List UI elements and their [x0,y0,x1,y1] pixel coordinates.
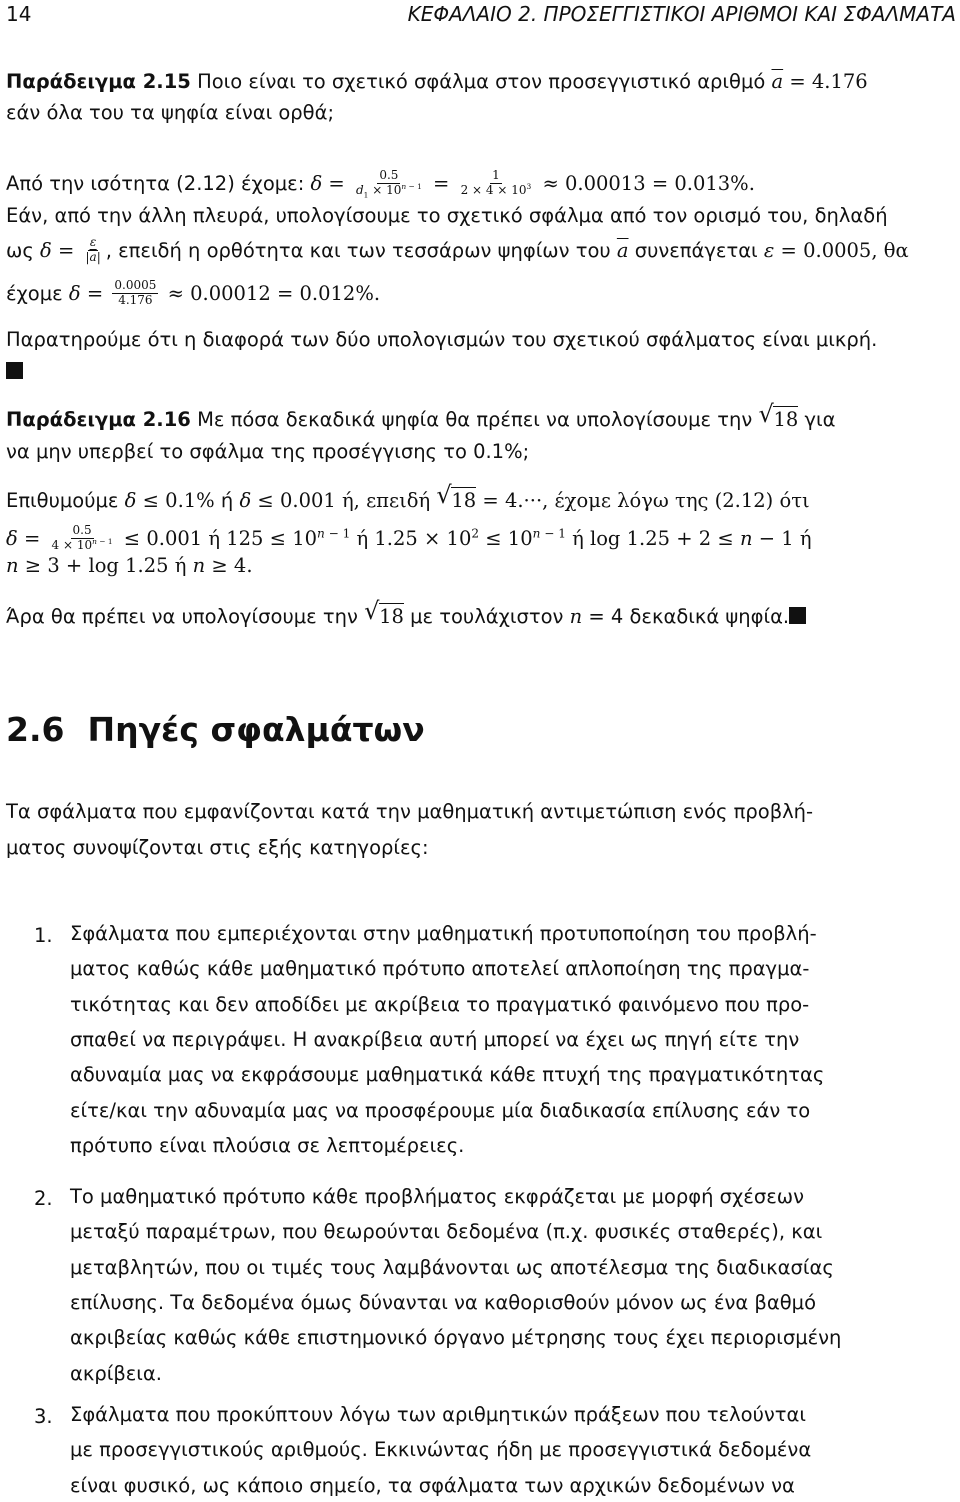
sqrt-18: √ 18 [436,481,477,512]
list-item-line: μεταβλητών, που οι τιμές τους λαμβάνονται ως αποτέλεσμα της διαδικασίας [70,1255,834,1279]
example-label: Παράδειγμα 2.16 [6,408,191,431]
solution-line-3: n ≥ 3 + log 1.25 ή n ≥ 4. [6,554,253,577]
list-item-number: 3. [34,1405,53,1428]
list-item-line: με προσεγγιστικούς αριθμούς. Εκκινώντας ήδη με προσεγγιστικά δεδομένα [70,1438,812,1462]
section-heading [6,710,425,749]
equation-line-result: έχομε δ = $\frac{0.0005}{4.176}$ ≈ 0.00012 = 0.012%. [6,278,381,307]
equation-line-isotita: Από την ισότητα (2.12) έχομε: δ = $\frac{0.5}{d_1 \times 10^{n - 1}}$ = $\frac{1}{2 \times 4 \times 10^3}$ ≈ 0.00013 = 0.013%. [6,168,755,200]
list-item-line: Το μαθηματικό πρότυπο κάθε προβλήματος εκφράζεται με μορφή σχέσεων [70,1185,804,1208]
fraction: $\frac{0.5}{d_1 \times 10^{n - 1}}$ [355,168,422,200]
remark-line: Παρατηρούμε ότι η διαφορά των δύο υπολογισμών του σχετικού σφάλματος είναι μικρή. [6,328,878,351]
list-item-line: ακριβείας καθώς κάθε επιστημονικό όργανο μέτρησης τους έχει περιορισμένη [70,1326,842,1350]
list-item-line: ματος καθώς κάθε μαθηματικό πρότυπο αποτελεί απλοποίηση της πραγμα- [70,957,810,981]
example-label: Παράδειγμα 2.15 [6,70,191,93]
list-item-line: αδυναμία μας να εκφράσουμε μαθηματικά κάθε πτυχή της πραγματικότητας [70,1063,825,1087]
page-number: 14 [6,2,32,26]
section-intro-line2: ματος συνοψίζονται στις εξής κατηγορίες: [6,836,429,859]
list-item-line: Σφάλματα που προκύπτουν λόγω των αριθμητικών πράξεων που τελούνται [70,1403,806,1426]
list-item-line: σπαθεί να περιγράψει. Η ανακρίβεια αυτή μπορεί να έχει ως πηγή είτε την [70,1027,800,1051]
list-item-line: Σφάλματα που εμπεριέχονται στην μαθηματική προτυποποίηση του προβλή- [70,922,817,945]
conclusion-line: Άρα θα πρέπει να υπολογίσουμε την √ 18 με τουλάχιστον n = 4 δεκαδικά ψηφία. [6,607,806,631]
qed-square-icon [6,362,23,379]
list-item-number: 1. [34,924,53,947]
solution-line-2: δ = $\frac{0.5}{4 \times 10^{n - 1}}$ ≤ 0.001 ή $125 \le 10^{n - 1}$ ή $1.25 \times 10^2 \le 10^{n - 1}$ ή log 1.25 + 2 ≤ n − 1 ή [6,523,812,552]
fraction: $\frac{0.5}{4 \times 10^{n - 1}}$ [51,523,113,552]
example-2-15-question-line2: εάν όλα του τα ψηφία είναι ορθά; [6,101,335,124]
list-item-number: 2. [34,1187,53,1210]
list-item-line: είναι φυσικό, ως κάποιο σημείο, τα σφάλματα των αρχικών δεδομένων να [70,1473,795,1497]
fraction: $\frac{0.0005}{4.176}$ [114,278,157,307]
section-title: Πηγές σφαλμάτων [87,710,425,749]
list-item-line: επίλυσης. Τα δεδομένα όμως δύνανται να καθορισθούν μόνον ως ένα βαθμό [70,1290,816,1314]
running-title: ΚΕΦΑΛΑΙΟ 2. ΠΡΟΣΕΓΓΙΣΤΙΚΟΙ ΑΡΙΘΜΟΙ ΚΑΙ ΣΦΑΛΜΑΤΑ [407,2,956,26]
list-item-line: ακρίβεια. [70,1361,162,1385]
sqrt-18: √ 18 [364,597,404,628]
list-item-line: τικότητας και δεν αποδίδει με ακρίβεια το πραγματικό φαινόμενο που προ- [70,992,810,1016]
sqrt-18: √ 18 [758,400,799,431]
list-item-line: πρότυπο είναι πλούσια σε λεπτομέρειες. [70,1133,465,1157]
equation-line-orismos: ως δ = $\frac{\varepsilon}{|\overline{a}|}$ , επειδή η ορθότητα και των τεσσάρων ψηφίων του $\overline{a}$ συνεπάγεται ε = 0.0005, θα [6,235,909,264]
paragraph-line: Εάν, από την άλλη πλευρά, υπολογίσουμε το σχετικό σφάλμα από τον ορισμό του, δηλαδή [6,204,888,227]
example-2-16-question-line1: Παράδειγμα 2.16 Με πόσα δεκαδικά ψηφία θα πρέπει να υπολογίσουμε την √ 18 για [6,400,836,431]
list-item-line: μεταξύ παραμέτρων, που θεωρούνται δεδομένα (π.χ. φυσικές σταθερές), και [70,1220,823,1244]
section-number: 2.6 [6,710,65,749]
list-item-line: είτε/και την αδυναμία μας να προσφέρουμε μία διαδικασία επίλυσης εάν το [70,1098,811,1122]
section-intro-line1: Τα σφάλματα που εμφανίζονται κατά την μαθηματική αντιμετώπιση ενός προβλή- [6,800,814,823]
fraction: $\frac{\varepsilon}{|\overline{a}|}$ [85,235,101,264]
qed-square-icon [789,607,806,624]
example-2-15-question-line1: Παράδειγμα 2.15 Ποιο είναι το σχετικό σφάλμα στον προσεγγιστικό αριθμό $\overline{a} = 4.176$ [6,70,868,93]
solution-line-1: Επιθυμούμε δ ≤ 0.1% ή δ ≤ 0.001 ή, επειδή √ 18 = 4.···, έχομε λόγω της (2.12) ότι [6,481,810,512]
example-2-16-question-line2: να μην υπερβεί το σφάλμα της προσέγγισης το 0.1%; [6,440,530,463]
fraction: $\frac{1}{2 \times 4 \times 10^3}$ [460,168,532,197]
